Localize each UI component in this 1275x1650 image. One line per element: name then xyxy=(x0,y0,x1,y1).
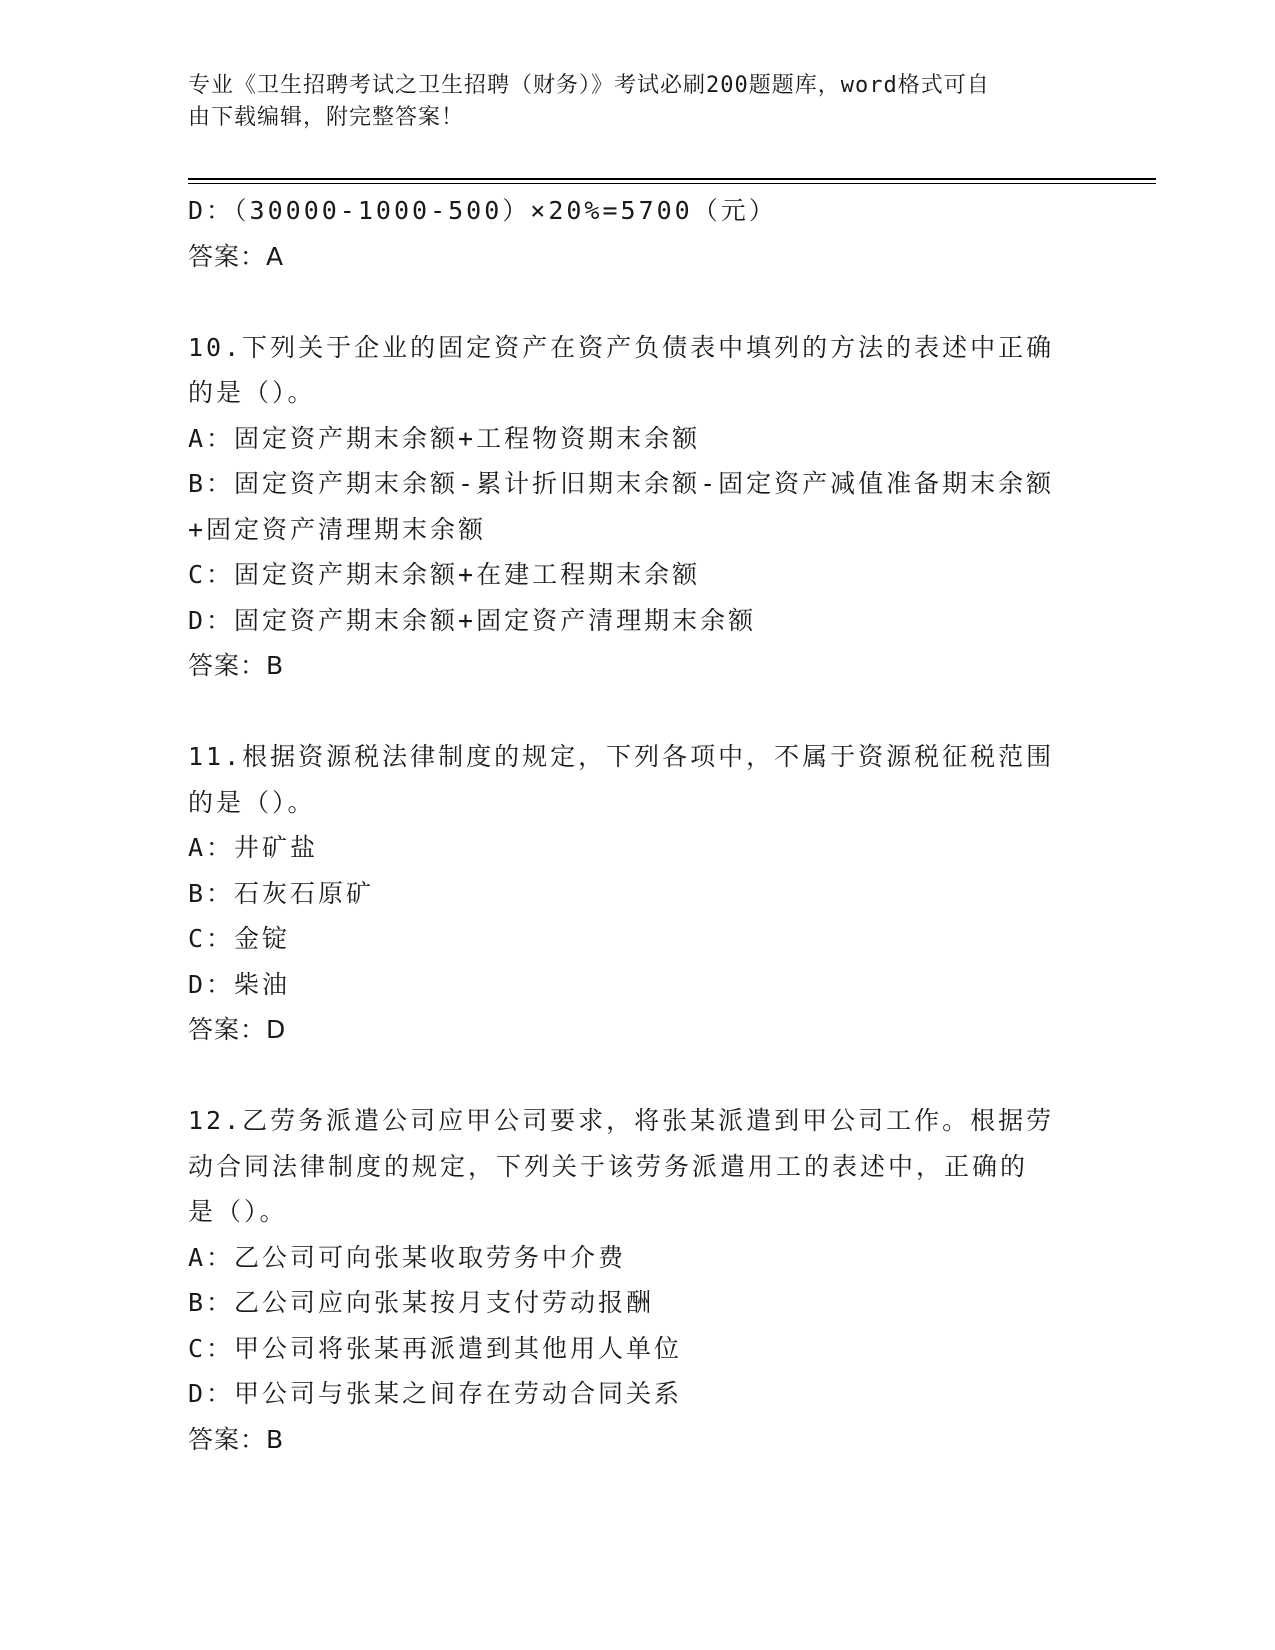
option-d: D：柴油 xyxy=(188,969,291,999)
header-rule-thick xyxy=(188,178,1156,180)
document-body xyxy=(188,188,1088,1462)
answer: 答案：D xyxy=(188,1015,287,1044)
answer: 答案：B xyxy=(188,1424,285,1454)
question-stem-cont: 是（）。 xyxy=(188,1197,288,1226)
option-d: D：（30000-1000-500）×20%=5700（元） xyxy=(188,196,777,225)
question-12 xyxy=(188,1098,1088,1462)
question-stem-cont: 的是（）。 xyxy=(188,378,316,407)
option-c: C：固定资产期末余额+在建工程期末余额 xyxy=(188,560,701,589)
answer: 答案：A xyxy=(188,241,285,271)
question-stem: 12.乙劳务派遣公司应甲公司要求，将张某派遣到甲公司工作。根据劳 xyxy=(188,1106,1055,1135)
header-rule-thin xyxy=(188,183,1156,184)
header-line-2: 由下载编辑，附完整答案！ xyxy=(188,105,465,130)
question-stem-cont: 的是（）。 xyxy=(188,787,316,817)
option-b-cont: +固定资产清理期末余额 xyxy=(188,514,487,544)
option-a: A：井矿盐 xyxy=(188,833,319,862)
previous-question-tail xyxy=(188,188,1088,279)
option-d: D：固定资产期末余额+固定资产清理期末余额 xyxy=(188,605,757,635)
header-line-1: 专业《卫生招聘考试之卫生招聘（财务）》考试必刷200题题库，word格式可自 xyxy=(188,73,990,98)
option-c: C：金锭 xyxy=(188,924,291,953)
option-b: B：固定资产期末余额-累计折旧期末余额-固定资产减值准备期末余额 xyxy=(188,469,1055,498)
answer: 答案：B xyxy=(188,651,285,680)
page-header xyxy=(188,70,1068,134)
option-d: D：甲公司与张某之间存在劳动合同关系 xyxy=(188,1379,683,1408)
option-a: A：乙公司可向张某收取劳务中介费 xyxy=(188,1242,627,1272)
option-b: B：石灰石原矿 xyxy=(188,878,375,908)
option-c: C：甲公司将张某再派遣到其他用人单位 xyxy=(188,1333,683,1363)
question-stem: 11.根据资源税法律制度的规定，下列各项中，不属于资源税征税范围 xyxy=(188,742,1055,771)
option-b: B：乙公司应向张某按月支付劳动报酬 xyxy=(188,1288,655,1317)
option-a: A：固定资产期末余额+工程物资期末余额 xyxy=(188,423,701,453)
question-11 xyxy=(188,734,1088,1053)
question-10 xyxy=(188,325,1088,689)
question-stem: 10.下列关于企业的固定资产在资产负债表中填列的方法的表述中正确 xyxy=(188,332,1055,362)
question-stem-cont: 动合同法律制度的规定，下列关于该劳务派遣用工的表述中，正确的 xyxy=(188,1151,1029,1181)
